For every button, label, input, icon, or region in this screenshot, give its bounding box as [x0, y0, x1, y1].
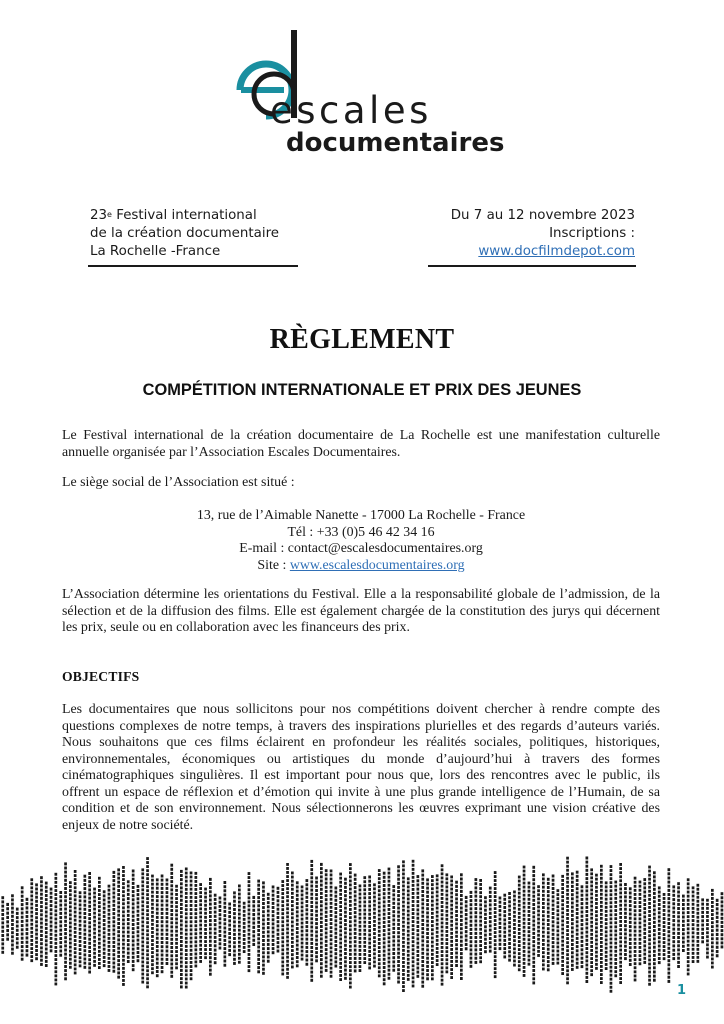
waveform-bar	[682, 895, 685, 952]
waveform-bar	[392, 885, 395, 972]
waveform-bar	[137, 885, 140, 962]
waveform-bar	[383, 872, 386, 986]
waveform-bar	[310, 860, 313, 982]
waveform-bar	[721, 892, 724, 948]
waveform-bar	[407, 877, 410, 980]
waveform-bar	[214, 894, 217, 965]
waveform-bar	[634, 877, 637, 982]
waveform-bar	[79, 891, 82, 967]
waveform-bar	[55, 873, 58, 986]
waveform-bar	[344, 878, 347, 980]
waveform-bar	[668, 868, 671, 983]
address-email[interactable]: E-mail : contact@escalesdocumentaires.org	[239, 541, 483, 557]
logo-wordmark-documentaires: documentaires	[286, 128, 505, 158]
site-link[interactable]: www.escalesdocumentaires.org	[289, 557, 465, 573]
waveform-bar	[417, 875, 420, 978]
waveform-bar	[127, 880, 130, 963]
waveform-bar	[677, 882, 680, 968]
waveform-bar	[320, 863, 323, 978]
address-phone: Tél : +33 (0)5 46 42 34 16	[287, 524, 435, 540]
waveform-bar	[117, 868, 120, 978]
waveform-bar	[113, 871, 116, 973]
waveform-bar	[639, 881, 642, 966]
address-street: 13, rue de l’Aimable Nanette - 17000 La Rochelle - France	[196, 508, 526, 523]
waveform-bar	[238, 885, 241, 964]
waveform-bar	[701, 898, 704, 943]
waveform-bar	[26, 898, 29, 957]
waveform-bar	[711, 889, 714, 969]
waveform-bar	[576, 871, 579, 969]
waveform-bar	[706, 899, 709, 959]
waveform-bar	[460, 873, 463, 980]
waveform-bar	[6, 903, 9, 941]
edition-number: 23	[90, 208, 108, 223]
waveform-bar	[528, 882, 531, 966]
waveform-bar	[426, 878, 429, 980]
waveform-bar	[262, 881, 265, 974]
edition-superscript: e	[107, 210, 112, 219]
waveform-bar	[441, 864, 444, 985]
festival-line-2: de la création documentaire	[90, 226, 280, 241]
festival-location: La Rochelle -France	[90, 244, 221, 259]
inscriptions-label: Inscriptions :	[549, 226, 635, 241]
waveform-bar	[339, 873, 342, 981]
waveform-bar	[648, 866, 651, 986]
waveform-bar	[610, 865, 613, 993]
waveform-bar	[518, 876, 521, 972]
waveform-bar	[697, 884, 700, 963]
waveform-bar	[499, 897, 502, 951]
waveform-bar	[306, 879, 309, 966]
waveform-bar	[586, 857, 589, 984]
waveform-bar	[465, 896, 468, 950]
page-number: 1	[676, 983, 686, 998]
waveform-bar	[325, 869, 328, 972]
waveform-bar	[494, 871, 497, 978]
waveform-bar	[658, 886, 661, 964]
waveform-bar	[412, 860, 415, 988]
waveform-bar	[291, 872, 294, 969]
waveform-bar	[35, 883, 38, 960]
waveform-bar	[195, 872, 198, 968]
waveform-bar	[557, 889, 560, 964]
waveform-bar	[484, 896, 487, 953]
waveform-bar	[228, 903, 231, 957]
waveform-bar	[552, 875, 555, 965]
waveform-bar	[199, 883, 202, 963]
header-rule-right	[428, 265, 636, 267]
waveform-bar	[170, 864, 173, 978]
waveform-bar	[475, 878, 478, 964]
waveform-bar	[581, 885, 584, 968]
waveform-bar	[687, 878, 690, 975]
waveform-bar	[619, 863, 622, 984]
waveform-bar	[103, 890, 106, 967]
waveform-bar	[11, 894, 14, 954]
site-label: Site :	[257, 557, 290, 573]
waveform-bar	[561, 875, 564, 975]
waveform-bar	[421, 869, 424, 987]
waveform-bar	[436, 874, 439, 966]
waveform-bar	[180, 870, 183, 989]
document-title: RÈGLEMENT	[269, 324, 455, 355]
edition-label: Festival international	[111, 208, 257, 223]
waveform-bar	[166, 879, 169, 966]
festival-info	[90, 207, 298, 261]
waveform-bar	[672, 885, 675, 960]
waveform-bar	[84, 875, 87, 969]
waveform-bar	[547, 878, 550, 972]
intro-paragraph: Le Festival international de la création documentaire de La Rochelle est une manifestation culturelle annuelle organisée par l’Association Escales Documentaires.	[62, 428, 660, 460]
waveform-bar	[132, 870, 135, 972]
waveform-bar	[503, 894, 506, 959]
waveform-bar	[277, 887, 280, 953]
waveform-bar	[629, 887, 632, 966]
waveform-bar	[590, 868, 593, 976]
waveform-bar	[108, 885, 111, 972]
waveform-bar	[600, 865, 603, 984]
waveform-bar	[450, 876, 453, 980]
waveform-bar	[523, 866, 526, 977]
waveform-bar	[281, 880, 284, 975]
waveform-bar	[141, 868, 144, 983]
waveform-bar	[402, 860, 405, 992]
waveform-bar	[248, 872, 251, 972]
waveform-bar	[571, 872, 574, 971]
festival-dates: Du 7 au 12 novembre 2023	[450, 208, 635, 223]
waveform-bar	[301, 886, 304, 961]
waveform-bar	[45, 882, 48, 967]
logo-wordmark-escales: escales	[270, 89, 432, 132]
waveform-bar	[286, 863, 289, 979]
association-paragraph: L’Association détermine les orientations du Festival. Elle a la responsabilité globale de l’admission, de la sélection et de la diffusion des films. Elle est également chargée de la constitution des jurys qui décernent les prix, seule ou en collaboration avec les financeurs des prix.	[62, 587, 660, 635]
waveform-bar	[378, 869, 381, 977]
waveform-bar	[296, 881, 299, 967]
waveform-bar	[74, 870, 77, 974]
waveform-bar	[537, 885, 540, 957]
waveform-bar	[595, 874, 598, 970]
waveform-bar	[16, 908, 19, 949]
waveform-bar	[335, 887, 338, 968]
waveform-bar	[368, 876, 371, 970]
waveform-bar	[151, 875, 154, 975]
waveform-bar	[243, 902, 246, 953]
waveform-bar	[190, 872, 193, 981]
waveform-bar	[315, 877, 318, 963]
waveform-bar	[224, 881, 227, 967]
waveform-bar	[566, 857, 569, 985]
waveform-bar	[692, 886, 695, 963]
waveform-bar	[388, 868, 391, 980]
address-block	[62, 508, 660, 574]
waveform-bar	[257, 880, 260, 974]
waveform-bar	[354, 874, 357, 973]
waveform-bar	[479, 879, 482, 963]
waveform-bar	[470, 891, 473, 968]
waveform-bar	[93, 888, 96, 967]
waveform-bar	[175, 885, 178, 970]
waveform-bar	[204, 888, 207, 960]
objectifs-paragraph: Les documentaires que nous sollicitons pour nos compétitions doivent chercher à rendre compte des questions complexes de notre temps, à travers des inspirations plurielles et des regards d’auteurs variés. Nous souhaitons que ces films éclairent en profondeur les réalités sociales, politiques, historiques, environnementales, économiques ou artistiques du monde d’aujourd’hui à travers des formes cinématographiques singulières. Il est important pour nous que, lors des rencontres avec le public, ils offrent un espace de réflexion et d’émotion qui invite à une plus grande intelligence de l’Humain, de sa condition et de son environnement. Nous sélectionnerons les œuvres exprimant une vision créative des enjeux de notre société.	[62, 702, 660, 833]
waveform-bar	[59, 891, 62, 957]
waveform-bar	[359, 885, 362, 973]
waveform-bar	[252, 896, 255, 946]
waveform-bar	[653, 871, 656, 981]
waveform-bar	[267, 893, 270, 963]
waveform-bar	[156, 878, 159, 977]
waveform-bar	[614, 881, 617, 978]
waveform-bar	[64, 862, 67, 980]
waveform-bar	[50, 888, 53, 953]
waveform-bar	[209, 878, 212, 976]
docfilmdepot-link[interactable]: www.docfilmdepot.com	[478, 244, 635, 259]
waveform-bar	[69, 881, 72, 969]
waveform-bar	[30, 878, 33, 962]
waveform-bar	[349, 863, 352, 988]
waveform-bar	[330, 870, 333, 978]
waveform-bar	[643, 878, 646, 964]
waveform-bar	[542, 873, 545, 970]
waveform-bar	[146, 857, 149, 988]
waveform-bar	[363, 876, 366, 964]
waveform-bar	[122, 866, 125, 986]
waveform-bar	[219, 897, 222, 950]
address-site	[62, 558, 660, 575]
waveform-bar	[98, 877, 101, 969]
waveform-bar	[1, 896, 4, 954]
header-rule-left	[88, 265, 298, 267]
waveform-bar	[88, 872, 91, 974]
waveform-bar	[373, 883, 376, 967]
waveform-bar	[397, 865, 400, 983]
festival-edition-line	[90, 207, 298, 225]
waveform-bar	[185, 868, 188, 989]
waveform-bar	[431, 875, 434, 980]
waveform-bar	[21, 886, 24, 960]
waveform-bar	[716, 899, 719, 958]
waveform-bar	[605, 881, 608, 970]
headquarters-paragraph: Le siège social de l’Association est situé :	[62, 475, 295, 490]
waveform-bar	[489, 887, 492, 953]
waveform-bar	[532, 866, 535, 985]
festival-dates-info	[375, 207, 635, 261]
waveform-bar	[40, 876, 43, 966]
waveform-bar	[663, 893, 666, 960]
waveform-bar	[624, 883, 627, 960]
waveform-bar	[446, 873, 449, 973]
waveform-bar	[272, 886, 275, 955]
waveform-bar	[161, 875, 164, 974]
waveform-bar	[455, 881, 458, 967]
waveform-bar	[508, 892, 511, 962]
section-heading-objectifs: OBJECTIFS	[62, 669, 140, 684]
waveform-decoration	[0, 850, 724, 1000]
waveform-bar	[233, 891, 236, 965]
waveform-bar	[513, 891, 516, 967]
document-subtitle: COMPÉTITION INTERNATIONALE ET PRIX DES JEUNES	[142, 381, 582, 399]
